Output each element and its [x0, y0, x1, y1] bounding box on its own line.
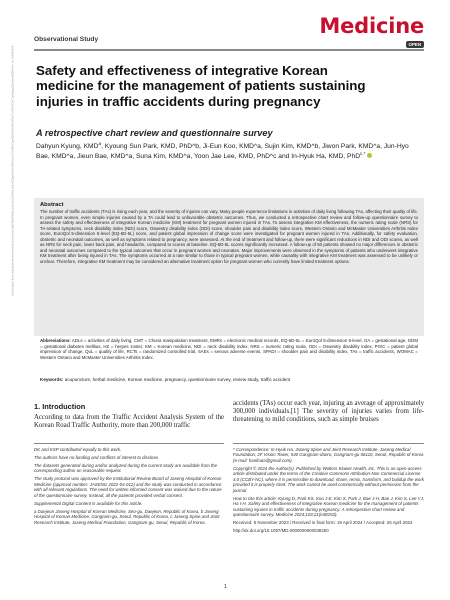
footnote-supplement: Supplemental Digital Content is available for this article.: [34, 500, 143, 506]
footnote-funding: The authors have no funding and conflicts of interest to disclose.: [34, 454, 160, 460]
footnote-dates: Received: 5 November 2023 / Received in final form: 19 April 2024 / Accepted: 25 April 2024: [233, 520, 413, 525]
orcid-icon[interactable]: [367, 153, 372, 158]
intro-left-text: According to data from the Traffic Accident Analysis System of the Korean Road Traffic Authority, more than 200,000 traffic: [34, 414, 224, 430]
page-number: 1: [224, 584, 228, 590]
abbreviations-section: [34, 336, 424, 373]
abstract-section: [34, 198, 424, 336]
keywords-label: Keywords:: [40, 377, 64, 382]
keywords-text: acupuncture, herbal medicine, Korean medicine, pregnancy, questionnaire survey, review study, traffic accident: [64, 377, 291, 382]
footnotes-left: [34, 443, 224, 525]
footnote-affiliations: a Daejeon Jaseng Hospital of Korean Medicine, Seo-gu, Daejeon, Republic of Korea, b Jaseng Hospital of Korean Medicine, Gangnam-gu, Seoul, Republic of Korea, c Jaseng Spine and Joint Research Institute, Jaseng Medical Foundation, Gangnam-gu, Seoul, Republic of Korea.: [34, 508, 220, 525]
abstract-body: The number of traffic accidents (TAs) is rising each year, and the severity of injuries can vary. Many people experience limitations in activities of daily living following TAs, affecting their quality of life. In pregnant women, even simple injuries caused by a TA could lead to unfavorable obstetric outcomes. Thus, we conducted a retrospective chart review and follow-up questionnaire survey to assess the safety and effectiveness of integrative Korean medicine (KM) treatment for pregnant women injured in TAs. To assess integrative KM effectiveness, the numeric rating scale (NRS) for TA-related symptoms, neck disability index (NDI) score, Oswestry disability index (ODI) score, shoulder pain and disability index score, Western Ontario and McMaster Universities Arthritis Index score, EuroQol 5-dimension 5-level (EQ-5D-5L) score, and patient global impression of change score were investigated for pregnant women injured in TAs. Additionally, for safety evaluation, obstetric and neonatal outcomes, as well as symptoms related to pregnancy, were assessed. At the end of treatment and follow-up, there were significant reductions in NDI and ODI scores, as well as NRS for neck pain, lower back pain, and headache, compared to scores at baseline. EQ-5D-5L scores significantly increased. A follow-up of 50 patients showed no major differences in obstetric and neonatal outcomes compared to the typical outcomes that occur in pregnant women and neonates. Major improvements were observed in the symptoms of patients who underwent integrative KM treatment after being injured in TAs. The symptoms occurred at a rate similar to those in typical pregnant women, while causality with integrative KM treatment was assessed to be unlikely or unclear. Therefore, integrative KM treatment may be considered an alternative treatment option for pregnant women who currently have limited treatment options.: [40, 209, 418, 264]
footnote-data: The datasets generated during and/or analyzed during the current study are available from the corresponding author on reasonable request.: [34, 462, 218, 473]
author-list: [36, 142, 421, 161]
side-download-note: [2, 45, 24, 297]
other-authors: , Kyoung Sun Park, KMD, PhD^b, Ji-Eun Koo, KMD^a, Sujin Kim, KMD^b, Jiwon Park, KMD^a, Jun-Hyo Bae, KMD^a, Jieun Bae, KMD^a, Suna Kim, KMD^a, Yoon Jae Lee, KMD, PhD^c and In-Hyuk Ha, KMD, PhD: [36, 143, 409, 160]
first-author-affil: a: [98, 140, 102, 146]
intro-right-column: [233, 400, 424, 425]
first-author: Dahyun Kyung, KMD: [36, 143, 99, 150]
footnotes-right: [233, 443, 424, 534]
footnote-copyright: Copyright © 2024 the Author(s). Published by Wolters Kluwer Health, Inc. This is an open-access article distributed under the terms of the Creative Commons Attribution-Non Commercial License 4.0 (CCBY-NC), where it is permissible to download, share, remix, transform, and buildup the work provided it is properly cited. The work cannot be used commercially without permission from the journal.: [233, 465, 424, 493]
doi-link[interactable]: http://dx.doi.org/10.1097/MD.0000000000038250: [233, 528, 329, 533]
header-divider: [34, 49, 424, 51]
open-access-badge: OPEN: [406, 41, 424, 48]
keywords-section: [34, 376, 424, 388]
journal-header: [34, 14, 424, 54]
abbreviations-label: Abbreviations:: [40, 338, 71, 343]
intro-right-text: accidents (TAs) occur each year, injuring an average of approximately 300,000 individuals.[1] The severity of injuries varies from life-threatening to mild conditions, such as simple bruises: [233, 400, 424, 424]
intro-heading: 1. Introduction: [34, 402, 86, 411]
footnote-ethics: The study protocol was approved by the Institutional Review Board of Jaseng Hospital of Korean Medicine (approval number: JASENG 2022-04-012) and the study was conducted in accordance with all relevant regulations. The need for written informed consent was waived due to the nature of the questionnaire survey. Instead, all the patients provided verbal consent.: [34, 476, 222, 498]
abstract-heading: Abstract: [40, 202, 64, 208]
footnote-correspondence: * Correspondence: In-Hyuk Ha, Jaseng Spine and Joint Research Institute, Jaseng Medical Foundation, 2F Vision Tower, 540 Gangnam-daero, Gangnam-gu 06110, Seoul, Republic of Korea (e-mail: hanihata@gmail.com).: [233, 446, 424, 463]
intro-left-column: [34, 400, 224, 430]
journal-logo[interactable]: Medicine: [319, 14, 424, 38]
section-label: Observational Study: [34, 36, 99, 43]
footnote-citation: How to cite this article: Kyung D, Park KS, Koo J-E, Kim S, Park J, Bae J-H, Bae J, Kim S, Lee YJ, Ha I-H. Safety and effectiveness of integrative Korean medicine for the management of patients sustaining injuries in traffic accidents during pregnancy: A retrospective chart review and questionnaire survey. Medicine 2024;103:21(e38253).: [233, 495, 424, 517]
article-subtitle: A retrospective chart review and questionnaire survey: [36, 128, 273, 138]
last-author-affil: c,*: [360, 150, 366, 156]
side-download-text: Downloaded from http://journals.lww.com/md-journal by BhDMf5ePHKav1zEoum1tQfN4a+kJLhEZgbsIHo4XMi0hCywCX1AWnYQp/IlQrHD3i3D0OdRyi7TvSFl4Cf3VC1y0abggQZXdtwnfKZBYtws= on 05/06/2024: [11, 45, 15, 297]
article-title: Safety and effectiveness of integrative Korean medicine for the management of patients sustaining injuries in traffic accidents during pregnancy: [36, 63, 366, 109]
footnote-contribution: DK and KSP contributed equally to this work.: [34, 446, 122, 452]
abbreviations-text: ADLs = activities of daily living, CMT = Chuna manipulation treatment, EMRs = electronic medical records, EQ-5D-5L = EuroQol 5-dimension 5-level, GA = gestational age, GDM = gestational diabetes mellitus, HZ = herpes zoster, KM = Korean medicine, NDI = neck disability index, NRS = numeric rating scale, ODI = Oswestry disability index, PGIC = patient global impression of change, QoL = quality of life, RCTs = randomized controlled trial, SAEs = serious adverse events, SPADI = shoulder pain and disability index, TAs = traffic accidents, WOMAC = Western Ontario and McMaster Universities Arthritis Index.: [40, 338, 418, 360]
